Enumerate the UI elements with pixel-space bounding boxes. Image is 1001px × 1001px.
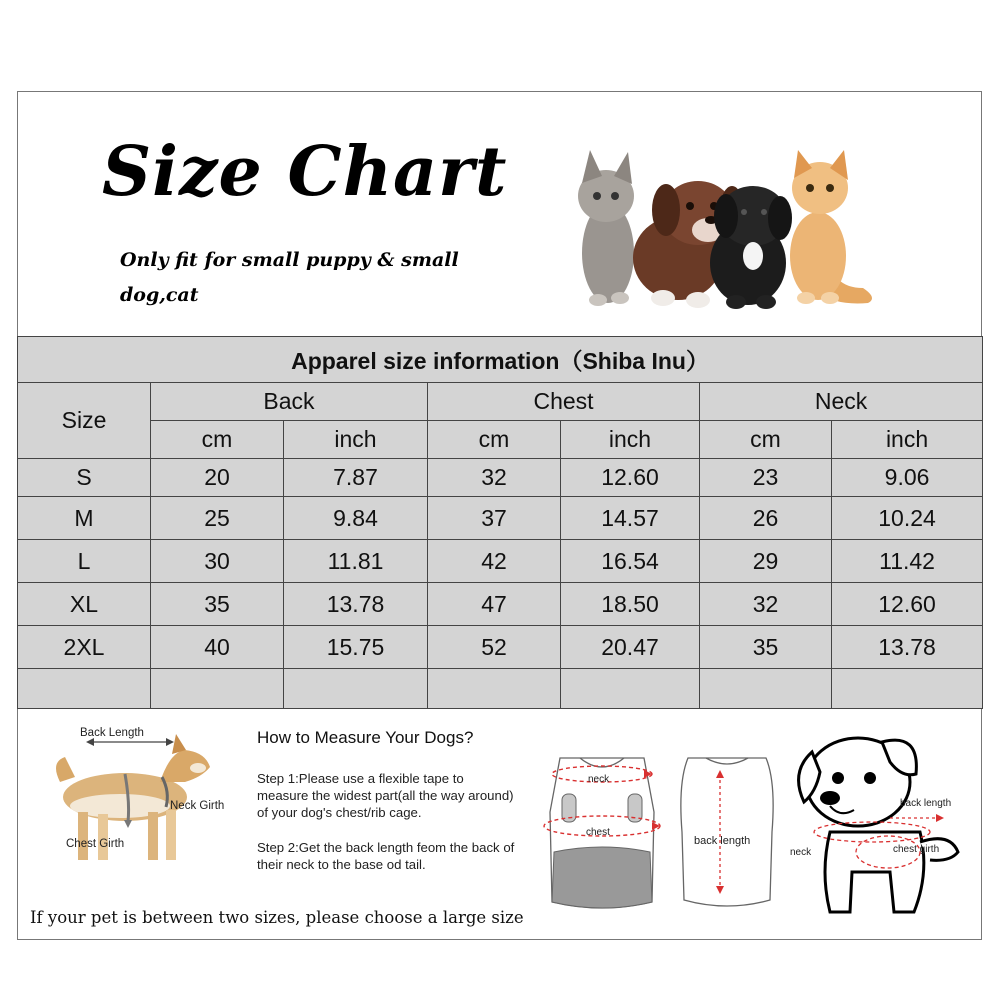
value-cell: 7.87 [284, 459, 428, 497]
chest-girth-label: Chest Girth [66, 838, 125, 850]
value-cell: 9.84 [284, 497, 428, 540]
page-title: Size Chart [102, 132, 508, 212]
vest-back-length-label: back length [694, 835, 751, 847]
size-cell: S [18, 459, 151, 497]
value-cell: 25 [151, 497, 284, 540]
cartoon-puppy-diagram [790, 722, 978, 922]
value-cell: 35 [700, 626, 832, 669]
table-title: Apparel size information（Shiba Inu） [18, 337, 983, 383]
value-cell: 9.06 [832, 459, 983, 497]
group-header-neck: Neck [700, 383, 983, 421]
empty-cell [284, 669, 428, 709]
empty-cell [561, 669, 700, 709]
size-cell: 2XL [18, 626, 151, 669]
pets-illustration [568, 138, 888, 318]
value-cell: 13.78 [284, 583, 428, 626]
value-cell: 12.60 [832, 583, 983, 626]
empty-cell [700, 669, 832, 709]
neck-girth-label: Neck Girth [170, 800, 225, 812]
unit-header: inch [832, 421, 983, 459]
table-row [18, 540, 983, 583]
value-cell: 30 [151, 540, 284, 583]
empty-cell [151, 669, 284, 709]
value-cell: 10.24 [832, 497, 983, 540]
unit-header: cm [151, 421, 284, 459]
puppy-back-length-label: back length [900, 798, 952, 809]
value-cell: 32 [700, 583, 832, 626]
size-cell: XL [18, 583, 151, 626]
value-cell: 15.75 [284, 626, 428, 669]
value-cell: 14.57 [561, 497, 700, 540]
value-cell: 42 [428, 540, 561, 583]
table-row [18, 583, 983, 626]
value-cell: 11.42 [832, 540, 983, 583]
size-table [17, 336, 983, 709]
back-length-label: Back Length [80, 727, 144, 739]
value-cell: 12.60 [561, 459, 700, 497]
size-header: Size [18, 383, 151, 459]
grey-kitten-icon [578, 150, 634, 306]
table-row [18, 626, 983, 669]
empty-cell [832, 669, 983, 709]
group-header-chest: Chest [428, 383, 700, 421]
puppy-chest-girth-label: chest girth [893, 844, 940, 855]
measure-title: How to Measure Your Dogs? [257, 728, 474, 747]
orange-kitten-icon [790, 150, 872, 304]
size-note: If your pet is between two sizes, please choose a large size [30, 908, 524, 927]
black-puppy-icon [710, 186, 792, 309]
size-cell: L [18, 540, 151, 583]
vest-neck-label: neck [588, 774, 610, 785]
unit-header: cm [700, 421, 832, 459]
value-cell: 16.54 [561, 540, 700, 583]
page-subtitle: Only fit for small puppy & small dog,cat [120, 249, 459, 306]
vest-back-diagram [672, 752, 782, 912]
table-row [18, 459, 983, 497]
unit-header: inch [561, 421, 700, 459]
value-cell: 23 [700, 459, 832, 497]
value-cell: 52 [428, 626, 561, 669]
value-cell: 40 [151, 626, 284, 669]
size-cell: M [18, 497, 151, 540]
value-cell: 26 [700, 497, 832, 540]
value-cell: 32 [428, 459, 561, 497]
measure-step-1: Step 1:Please use a flexible tape to measure the widest part(all the way around) of your dog's chest/rib cage. [257, 771, 514, 820]
vest-chest-label: chest [586, 827, 610, 838]
table-row [18, 497, 983, 540]
value-cell: 47 [428, 583, 561, 626]
value-cell: 11.81 [284, 540, 428, 583]
value-cell: 20 [151, 459, 284, 497]
unit-header: cm [428, 421, 561, 459]
value-cell: 29 [700, 540, 832, 583]
puppy-neck-label: neck [790, 847, 812, 858]
value-cell: 20.47 [561, 626, 700, 669]
empty-cell [428, 669, 561, 709]
measure-step-2: Step 2:Get the back length feom the back of their neck to the base od tail. [257, 840, 515, 872]
group-header-back: Back [151, 383, 428, 421]
table-row [18, 669, 983, 709]
value-cell: 37 [428, 497, 561, 540]
value-cell: 18.50 [561, 583, 700, 626]
unit-header: inch [284, 421, 428, 459]
empty-cell [18, 669, 151, 709]
value-cell: 35 [151, 583, 284, 626]
value-cell: 13.78 [832, 626, 983, 669]
